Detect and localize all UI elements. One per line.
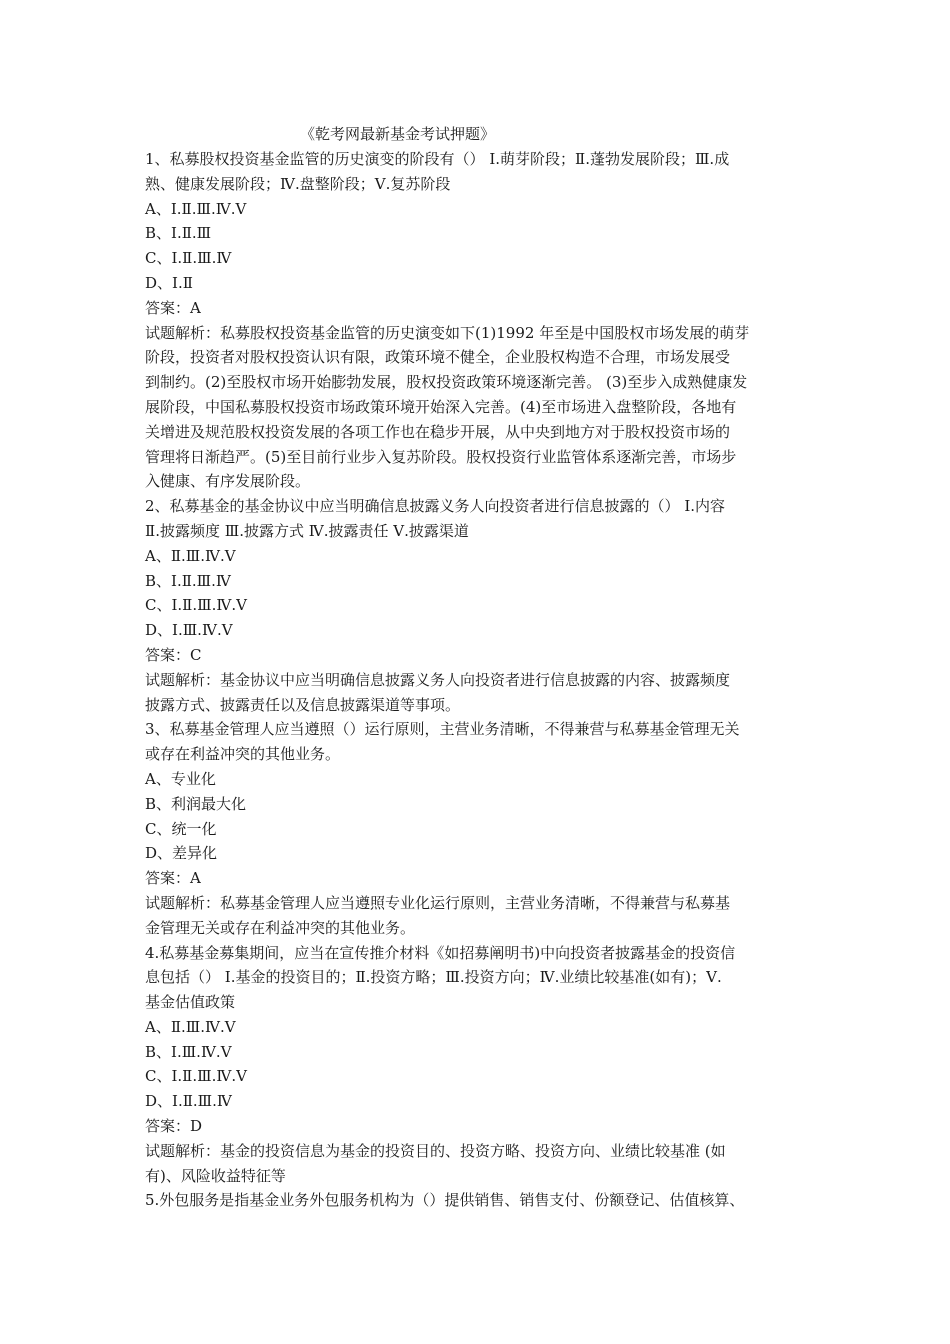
text-line: A、Ⅱ.Ⅲ.Ⅳ.Ⅴ: [145, 1017, 236, 1036]
document-body: [145, 147, 815, 1213]
document-title: 《乾考网最新基金考试押题》: [300, 125, 496, 143]
text-line: B、利润最大化: [145, 794, 247, 813]
text-line: D、Ⅰ.Ⅲ.Ⅳ.Ⅴ: [145, 621, 233, 640]
text-line: 或存在利益冲突的其他业务。: [145, 745, 341, 764]
text-line: A、Ⅰ.Ⅱ.Ⅲ.Ⅳ.Ⅴ: [145, 199, 247, 218]
text-line: D、差异化: [145, 844, 218, 863]
text-line: 答案：D: [145, 1117, 203, 1136]
text-line: 有)、风险收益特征等: [145, 1166, 286, 1185]
text-line: 金管理无关或存在利益冲突的其他业务。: [145, 918, 416, 937]
text-line: 熟、健康发展阶段；Ⅳ.盘整阶段；Ⅴ.复苏阶段: [145, 174, 451, 193]
text-line: C、统一化: [145, 819, 217, 838]
text-line: 阶段，投资者对股权投资认识有限，政策环境不健全，企业股权构造不合理，市场发展受: [145, 348, 731, 367]
text-line: 5.外包服务是指基金业务外包服务机构为（）提供销售、销售支付、份额登记、估值核算、: [145, 1191, 745, 1210]
text-line: D、Ⅰ.Ⅱ: [145, 273, 193, 292]
text-line: 基金估值政策: [145, 993, 236, 1012]
text-line: 入健康、有序发展阶段。: [145, 472, 311, 491]
text-line: 试题解析：基金协议中应当明确信息披露义务人向投资者进行信息披露的内容、披露频度: [145, 670, 731, 689]
text-line: 答案：C: [145, 645, 202, 664]
text-line: 答案：A: [145, 869, 201, 888]
text-line: D、Ⅰ.Ⅱ.Ⅲ.Ⅳ: [145, 1092, 232, 1111]
text-line: 答案：A: [145, 298, 201, 317]
text-line: 试题解析：私募基金管理人应当遵照专业化运行原则，主营业务清晰，不得兼营与私募基: [145, 893, 731, 912]
text-line: Ⅱ.披露频度 Ⅲ.披露方式 Ⅳ.披露责任 Ⅴ.披露渠道: [145, 521, 469, 540]
text-line: B、Ⅰ.Ⅱ.Ⅲ: [145, 224, 212, 243]
text-line: 3、私募基金管理人应当遵照（）运行原则，主营业务清晰，不得兼营与私募基金管理无关: [145, 720, 740, 739]
text-line: 试题解析：私募股权投资基金监管的历史演变如下(1)1992 年至是中国股权市场发展的萌芽: [145, 323, 750, 342]
text-line: A、Ⅱ.Ⅲ.Ⅳ.Ⅴ: [145, 546, 236, 565]
text-line: 1、私募股权投资基金监管的历史演变的阶段有（） Ⅰ.萌芽阶段；Ⅱ.蓬勃发展阶段；Ⅲ.成: [145, 150, 730, 168]
text-line: 4.私募基金募集期间，应当在宣传推介材料《如招募阐明书)中向投资者披露基金的投资信: [145, 943, 736, 962]
text-line: 关增进及规范股权投资发展的各项工作也在稳步开展，从中央到地方对于股权投资市场的: [145, 422, 731, 441]
text-line: C、Ⅰ.Ⅱ.Ⅲ.Ⅳ: [145, 249, 232, 268]
text-line: C、Ⅰ.Ⅱ.Ⅲ.Ⅳ.Ⅴ: [145, 596, 247, 615]
text-line: B、Ⅰ.Ⅲ.Ⅳ.Ⅴ: [145, 1042, 232, 1061]
text-line: 试题解析：基金的投资信息为基金的投资目的、投资方略、投资方向、业绩比较基准 (如: [145, 1141, 726, 1160]
text-line: 2、私募基金的基金协议中应当明确信息披露义务人向投资者进行信息披露的（） Ⅰ.内容: [145, 497, 726, 516]
text-line: 披露方式、披露责任以及信息披露渠道等事项。: [145, 695, 461, 714]
text-line: B、Ⅰ.Ⅱ.Ⅲ.Ⅳ: [145, 571, 231, 590]
text-line: A、专业化: [145, 769, 216, 788]
text-line: 展阶段，中国私募股权投资市场政策环境开始深入完善。(4)至市场进入盘整阶段，各地有: [145, 397, 737, 416]
text-line: 管理将日渐趋严。(5)至目前行业步入复苏阶段。股权投资行业监管体系逐渐完善，市场步: [145, 447, 737, 466]
text-line: C、Ⅰ.Ⅱ.Ⅲ.Ⅳ.Ⅴ: [145, 1067, 247, 1086]
text-line: 息包括（） Ⅰ.基金的投资目的；Ⅱ.投资方略；Ⅲ.投资方向；Ⅳ.业绩比较基准(如有)；Ⅴ.: [145, 968, 722, 987]
text-line: 到制约。(2)至股权市场开始膨勃发展，股权投资政策环境逐渐完善。 (3)至步入成熟健康发: [145, 373, 748, 392]
